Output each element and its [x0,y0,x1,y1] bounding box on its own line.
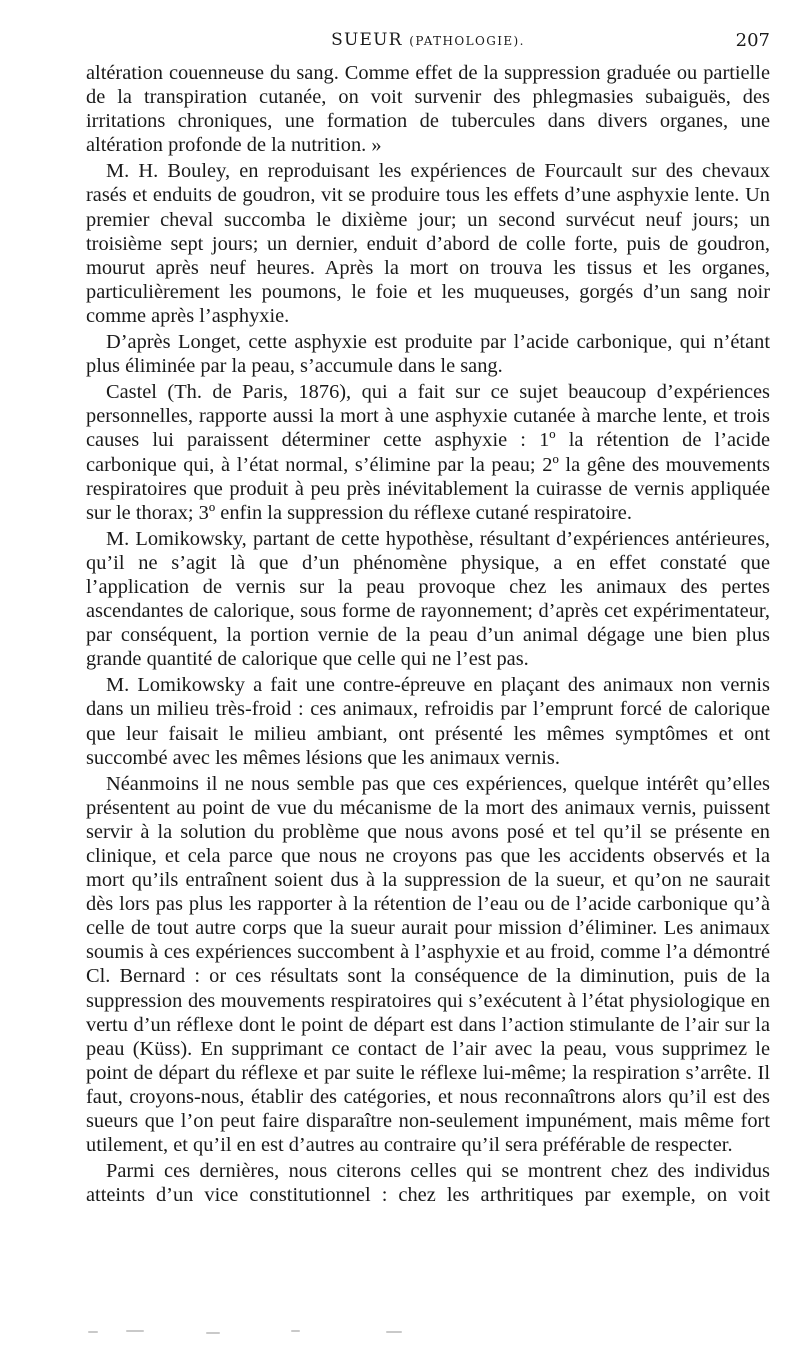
paragraph-lomikowsky-counterproof: M. Lomikowsky a fait une contre-épreuve en plaçant des animaux non vernis dans un milieu très-froid : ces animaux, refroidis par l’emprunt forcé de calorique que leur faisait le milieu ambiant, ont présenté les mêmes symptômes et ont succombé avec les mêmes lésions que les animaux vernis. [86,674,770,769]
paragraph-bouley: M. H. Bouley, en reproduisant les expériences de Fourcault sur des chevaux rasés et enduits de goudron, vit se produire tous les effets d’une asphyxie lente. Un premier cheval succomba le dixième jour; un second survécut neuf jours; un troisième sept jours; un dernier, enduit d’abord de colle forte, puis de goudron, mourut après neuf heures. Après la mort on trouva les tissus et les organes, particulièrement les poumons, le foie et les muqueuses, gorgés d’un sang noir comme après l’asphyxie. [86,160,770,327]
running-title [86,30,770,50]
paragraph-continuation: altération couenneuse du sang. Comme effet de la suppression graduée ou partielle de la transpiration cutanée, on voit survenir des phlegmasies subaiguës, des irritations chroniques, une formation de tubercules dans divers organes, une altération profonde de la nutrition. » [86,62,770,157]
speck-mark [126,1330,144,1332]
paragraph-lomikowsky-hypothesis: M. Lomikowsky, partant de cette hypothèse, résultant d’expériences antérieures, qu’il ne s’agit là que d’un phénomène physique, a en effet constaté que l’application de vernis sur la peau provoque chez les animaux des pertes ascendantes de calorique, sous forme de rayonnement; d’après cet expérimentateur, par conséquent, la portion vernie de la peau d’un animal dégage une bien plus grande quantité de calorique que celle qui ne l’est pas. [86,527,770,671]
speck-mark [386,1331,402,1333]
paragraph-longet: D’après Longet, cette asphyxie est produite par l’acide carbonique, qui n’étant plus éliminée par la peau, s’accumule dans le sang. [86,331,770,378]
header-title: SUEUR [331,30,403,50]
bleed-through-marks [86,1328,486,1338]
paragraph-neanmoins: Néanmoins il ne nous semble pas que ces expériences, quelque intérêt qu’elles présentent au point de vue du mécanisme de la mort des animaux vernis, puissent servir à la solution du problème que nous avons posé et tel qu’il se présente en clinique, et cela parce que nous ne croyons pas que les accidents observés et la mort qu’ils entraînent soient dus à la suppression de la sueur, et qu’on ne saurait dès lors pas plus les rapporter à la rétention de l’eau ou de l’acide carbonique qu’à celle de tout autre corps que la sueur aurait pour mission d’éliminer. Les animaux soumis à ces expériences succombent à l’asphyxie et au froid, comme l’a démontré Cl. Bernard : or ces résultats sont la conséquence de la diminution, puis de la suppression des mouvements respiratoires qui s’exécutent à l’état physiologique en vertu d’un réflexe dont le point de départ est dans l’action stimulante de l’air sur la peau (Küss). En supprimant ce contact de l’air avec la peau, vous supprimez le point de départ du réflexe et par suite le réflexe lui-même; la respiration s’arrête. Il faut, croyons-nous, établir des catégories, et nous reconnaîtrons alors qu’il est des sueurs que l’on peut faire disparaître non-seulement impunément, mais même fort utilement, et qu’il en est d’autres au contraire qu’il sera préférable de respecter. [86,772,770,1157]
paragraph-parmi: Parmi ces dernières, nous citerons celles qui se montrent chez des individus atteints d’un vice constitutionnel : chez les arthritiques par exemple, on voit [86,1160,770,1207]
speck-mark [206,1332,220,1334]
page-number: 207 [735,30,770,51]
body-text [86,61,770,1209]
header-subtitle: (PATHOLOGIE). [409,34,525,48]
paragraph-castel: Castel (Th. de Paris, 1876), qui a fait sur ce sujet beaucoup d’expériences personnelles, rapporte aussi la mort à une asphyxie cutanée à marche lente, et trois causes lui paraissent déterminer cette asphyxie : 1º la rétention de l’acide carbonique qui, à l’état normal, s’élimine par la peau; 2º la gêne des mouvements respiratoires que produit à peu près inévitablement la cuirasse de vernis appliquée sur le thorax; 3º enfin la suppression du réflexe cutané respiratoire. [86,381,770,524]
running-head [86,30,770,56]
speck-mark [88,1331,98,1333]
speck-mark [291,1330,300,1332]
